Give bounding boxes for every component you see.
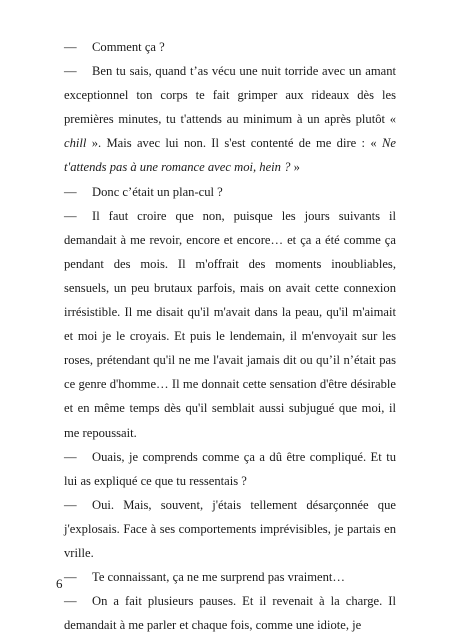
dialogue-paragraph: [64, 59, 396, 179]
paragraph-text: Te connaissant, ça ne me surprend pas vraiment…: [92, 570, 346, 585]
paragraph-text: Oui. Mais, souvent, j'étais tellement désarçonnée que j'explosais. Face à ses comportements imprévisibles, je partais en vrille.: [64, 497, 396, 560]
dialogue-paragraph: [64, 589, 396, 637]
page-number: 6: [56, 576, 63, 591]
dialogue-paragraph: [64, 493, 396, 565]
paragraph-text: Donc c’était un plan-cul ?: [92, 184, 223, 199]
paragraph-text: »: [290, 160, 300, 175]
italic-text: Ne t'attends pas à une romance avec moi, hein ?: [64, 136, 396, 175]
dialogue-dash: —: [64, 208, 77, 223]
dialogue-dash: —: [64, 40, 77, 54]
body-text: [64, 35, 396, 637]
dialogue-paragraph: [64, 35, 396, 59]
dialogue-dash: —: [64, 594, 77, 609]
dialogue-dash: —: [64, 449, 77, 464]
paragraph-text: ». Mais avec lui non. Il s'est contenté de me dire : «: [86, 136, 382, 151]
dialogue-paragraph: [64, 204, 396, 445]
dialogue-paragraph: [64, 180, 396, 204]
dialogue-paragraph: [64, 445, 396, 493]
paragraph-text: On a fait plusieurs pauses. Et il revenait à la charge. Il demandait à me parler et chaque fois, comme une idiote, je: [64, 594, 396, 633]
dialogue-dash: —: [64, 184, 77, 199]
dialogue-dash: —: [64, 497, 77, 512]
dialogue-dash: —: [64, 570, 77, 585]
paragraph-text: Comment ça ?: [92, 40, 165, 54]
dialogue-paragraph: [64, 565, 396, 589]
paragraph-text: Il faut croire que non, puisque les jours suivants il demandait à me revoir, encore et encore… et ça a été comme ça pendant des mois. Il m'offrait des moments inoubliables, sensuels, un peu brutaux parfois, mais on avait cette connexion irrésistible. Il me disait qu'il m'avait dans la peau, qu'il m'aimait et moi je le croyais. Et puis le lendemain, il m'envoyait sur les roses, prétendant qu'il ne me l'avait jamais dit ou qu’il n’était pas ce genre d'homme… Il me donnait cette sensation d'être désirable et en même temps dès qu'il semblait aussi subjugué que moi, il me repoussait.: [64, 208, 396, 440]
paragraph-text: Ouais, je comprends comme ça a dû être compliqué. Et tu lui as expliqué ce que tu ressentais ?: [64, 449, 396, 488]
paragraph-text: Ben tu sais, quand t’as vécu une nuit torride avec un amant exceptionnel ton corps te fait grimper aux rideaux dès les premières minutes, tu t'attends au minimum à un après plutôt «: [64, 64, 396, 127]
dialogue-dash: —: [64, 64, 77, 79]
italic-text: chill: [64, 136, 87, 151]
